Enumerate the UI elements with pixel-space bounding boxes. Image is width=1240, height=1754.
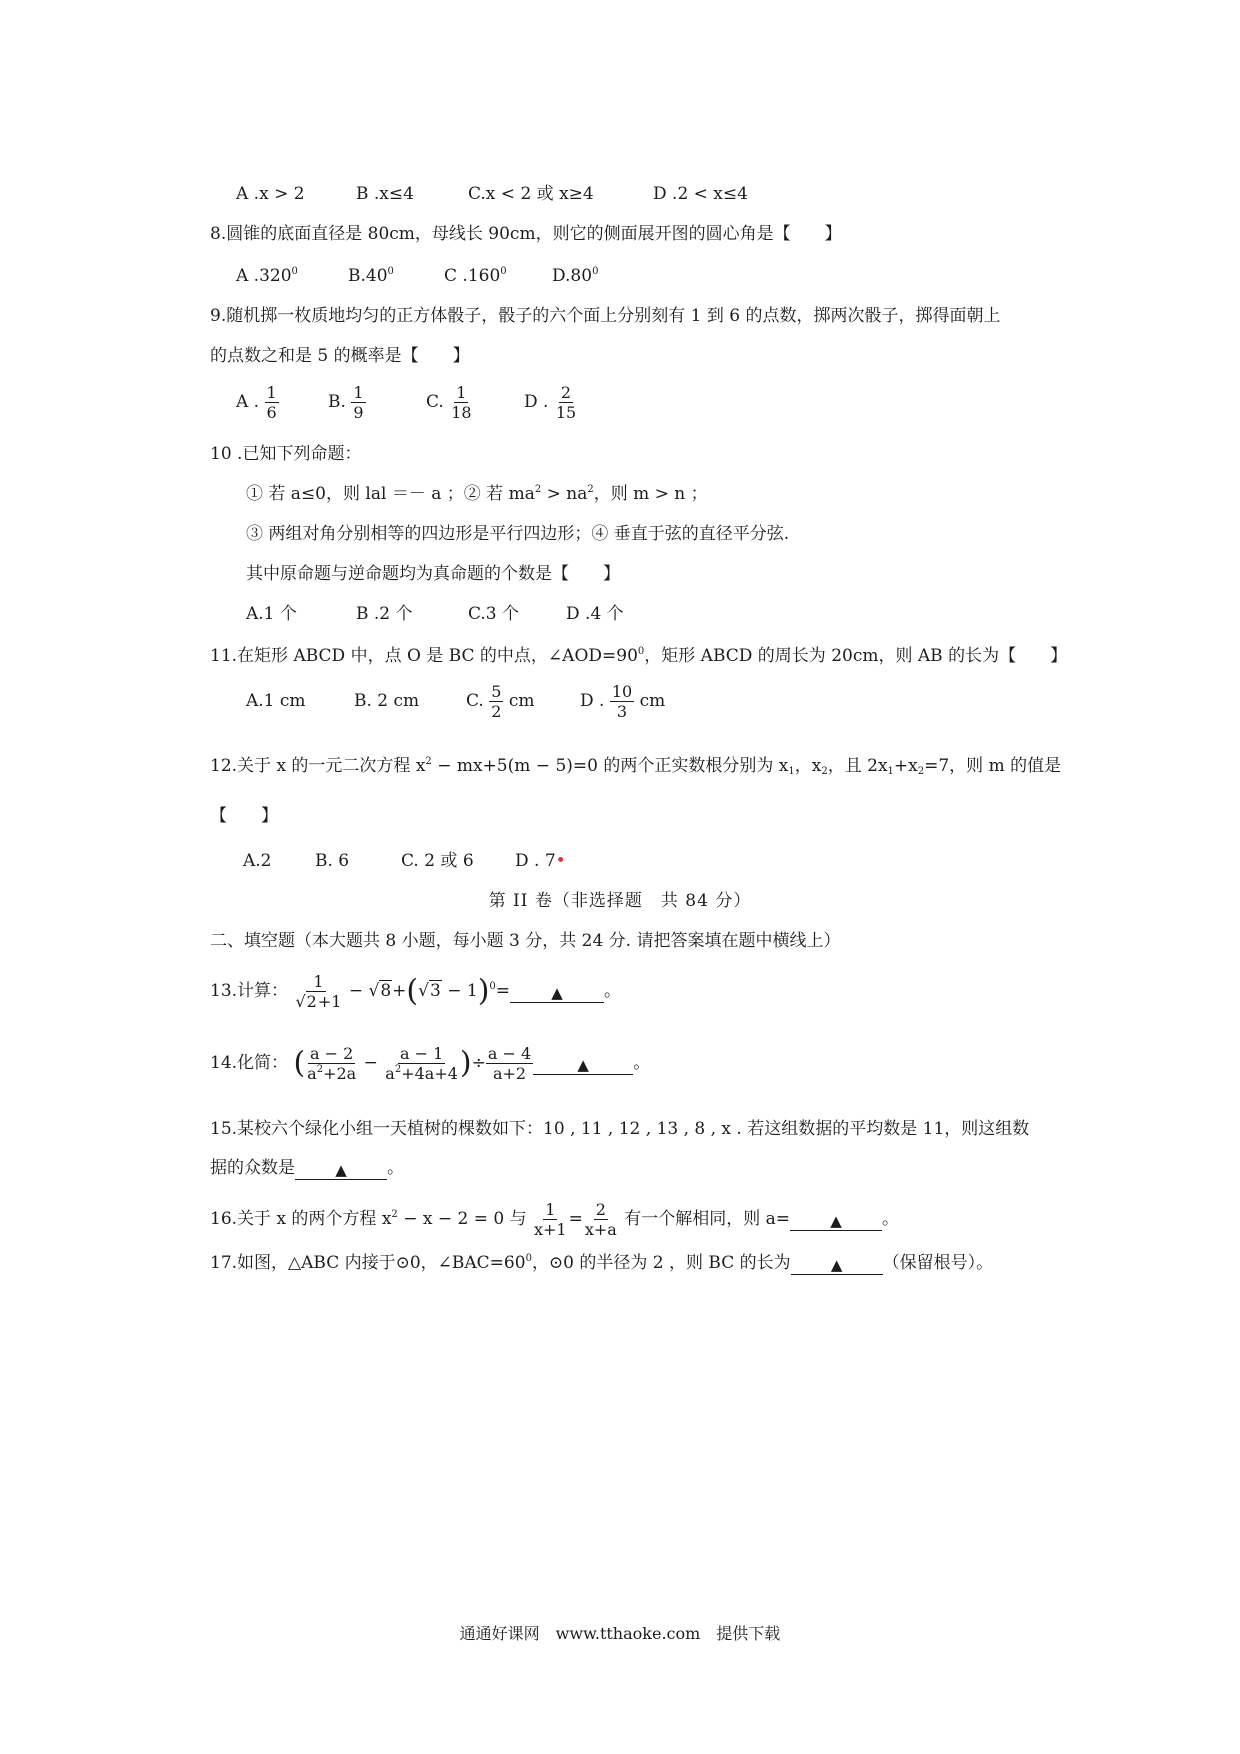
q12-option-d: D . 7• — [515, 851, 566, 871]
answer-triangle-icon: ▲ — [577, 1056, 589, 1074]
q12-options — [243, 850, 566, 872]
answer-triangle-icon: ▲ — [335, 1161, 347, 1179]
answer-triangle-icon: ▲ — [830, 1256, 843, 1274]
q9-option-a: A . $\frac{1}{6}$ — [236, 383, 277, 422]
answer-triangle-icon: ▲ — [830, 1212, 842, 1230]
q16-answer-blank[interactable] — [790, 1210, 882, 1231]
part2-title: 第 II 卷（非选择题 共 84 分） — [488, 891, 752, 911]
red-dot-mark: • — [555, 851, 566, 871]
section2-heading: 二、填空题（本大题共 8 小题，每小题 3 分，共 24 分. 请把答案填在题中横线上） — [210, 931, 841, 951]
q13: 13.计算： $\frac{1}{√2+1}$ − $√8+(√3 - 1)^0=$ ▲ 。 — [210, 972, 622, 1011]
q7-options — [236, 183, 748, 205]
q12-option-a: A.2 — [243, 851, 272, 871]
q11-option-b: B. 2 cm — [354, 691, 420, 711]
q7-option-d: D .2 < x≤4 — [653, 184, 748, 204]
q10-proposition-1-2: ① 若 a≤0，则 lal ＝－ a ；② 若 $ma^2 > na^2$，则 m > n ； — [246, 484, 708, 504]
q15-line2: 据的众数是 ▲ 。 — [210, 1158, 404, 1179]
q10-options — [246, 603, 624, 625]
q10-option-b: B .2 个 — [356, 604, 413, 624]
q11-stem: 11.在矩形 ABCD 中，点 O 是 BC 的中点，$\angle AOD=90^0$，矩形 ABCD 的周长为 20cm，则 AB 的长为【 】 — [210, 646, 1068, 666]
q11-options — [246, 682, 665, 721]
q9-stem-line2: 的点数之和是 5 的概率是【 】 — [210, 346, 470, 366]
q12-option-b: B. 6 — [315, 851, 350, 871]
q9-option-d: D . $\frac{2}{15}$ — [524, 383, 577, 422]
q14-answer-blank[interactable] — [533, 1054, 633, 1075]
footer: 通通好课网 www.tthaoke.com 提供下载 — [459, 1624, 781, 1643]
q9-options — [236, 383, 578, 422]
q15-line1: 15.某校六个绿化小组一天植树的棵数如下：10 , 11 , 12 , 13 , 8 , x . 若这组数据的平均数是 11，则这组数 — [210, 1119, 1030, 1139]
q10-option-d: D .4 个 — [566, 604, 624, 624]
q17-answer-blank[interactable] — [791, 1254, 883, 1275]
q12-stem: 12.关于 x 的一元二次方程 $x^2 - mx+5(m - 5)=0$ 的两个正实数根分别为 $x_1$，$x_2$，且 $2x_1+x_2=7$，则 m 的值是 — [210, 756, 1062, 777]
q8-options — [236, 265, 598, 287]
q15-answer-blank[interactable] — [295, 1159, 387, 1180]
q11-option-d: D . $\frac{10}{3}$ cm — [580, 682, 666, 721]
q17: 17.如图，△ABC 内接于⊙0，$\angle BAC=60^0$，⊙0 的半径为 2 ，则 BC 的长为 ▲ （保留根号）。 — [210, 1253, 994, 1274]
q12-option-c: C. 2 或 6 — [401, 851, 474, 871]
q10-proposition-3-4: ③ 两组对角分别相等的四边形是平行四边形；④ 垂直于弦的直径平分弦. — [246, 524, 790, 544]
q8-option-b: $B.40^0$ — [348, 266, 394, 286]
q8-option-a: A .320$^0$ — [236, 266, 298, 286]
q10-question: 其中原命题与逆命题均为真命题的个数是【 】 — [246, 564, 620, 584]
q13-answer-blank[interactable] — [510, 982, 604, 1003]
q10-option-a: A.1 个 — [246, 604, 297, 624]
q7-option-c: C.x < 2 或 x≥4 — [468, 184, 594, 204]
q16: 16.关于 x 的两个方程 $x^2 - x - 2 = 0$ 与 $\frac{1}{x+1}$ = $\frac{2}{x+a}$ 有一个解相同，则 a= ▲ 。 — [210, 1200, 900, 1239]
q8-stem: 8.圆锥的底面直径是 80cm，母线长 90cm，则它的侧面展开图的圆心角是【 】 — [210, 224, 842, 244]
q9-option-b: B. $\frac{1}{9}$ — [328, 383, 364, 422]
q8-option-d: $D.80^0$ — [552, 266, 599, 286]
q11-option-a: A.1 cm — [246, 691, 306, 711]
q7-option-a: A .x > 2 — [236, 184, 305, 204]
q9-stem-line1: 9.随机掷一枚质地均匀的正方体骰子，骰子的六个面上分别刻有 1 到 6 的点数，掷两次骰子，掷得面朝上 — [210, 306, 1001, 326]
q7-option-b: B .x≤4 — [356, 184, 414, 204]
q10-option-c: C.3 个 — [468, 604, 520, 624]
q8-option-c: C .160$^0$ — [444, 266, 507, 286]
q10-stem: 10 .已知下列命题： — [210, 444, 362, 464]
q12-answer-bracket: 【 】 — [210, 806, 278, 826]
q11-option-c: C. $\frac{5}{2}$ cm — [466, 682, 535, 721]
q9-option-c: C. $\frac{1}{18}$ — [426, 383, 472, 422]
q14: 14.化简： ( $\frac{a - 2}{a^2+2a}$ − $\frac{a - 1}{a^2+4a+4}$ )÷ $\frac{a - 4}{a+2}$ ▲ 。 — [210, 1044, 651, 1083]
answer-triangle-icon: ▲ — [551, 984, 563, 1002]
